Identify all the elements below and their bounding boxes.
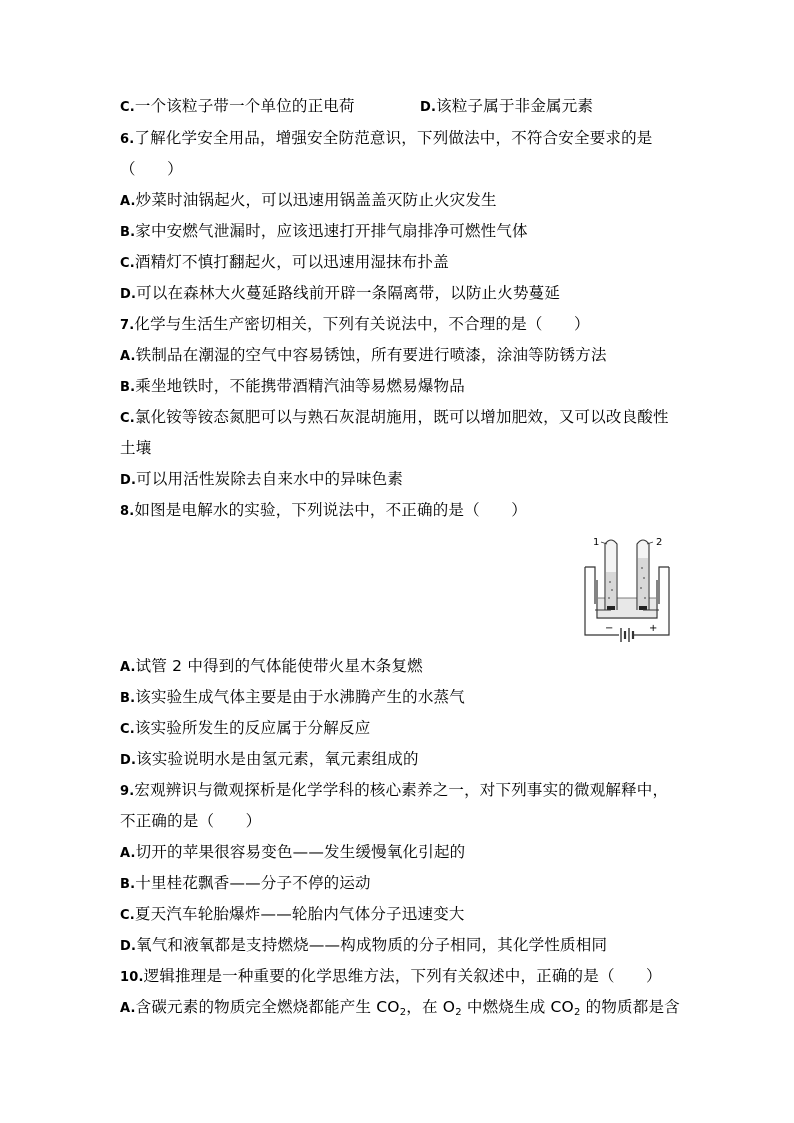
option-label: A. bbox=[120, 846, 136, 861]
option-label: C. bbox=[120, 256, 135, 271]
option-label: D. bbox=[120, 473, 137, 488]
option-label: B. bbox=[120, 225, 136, 240]
question-text: 宏观辨识与微观探析是化学学科的核心素养之一，对下列事实的微观解释中， bbox=[134, 781, 669, 799]
q9-option-d bbox=[120, 935, 607, 957]
positive-terminal-label: + bbox=[649, 623, 658, 634]
q8-option-c bbox=[120, 718, 370, 740]
q7-option-c-cont bbox=[120, 438, 151, 458]
option-text: ，在 O bbox=[406, 998, 456, 1016]
option-text: 氯化铵等铵态氮肥可以与熟石灰混胡施用，既可以增加肥效，又可以改良酸性 bbox=[134, 408, 669, 426]
option-text: 家中安燃气泄漏时，应该迅速打开排气扇排净可燃性气体 bbox=[135, 222, 528, 240]
option-text: 中燃烧生成 CO bbox=[461, 998, 574, 1016]
q8-option-a bbox=[120, 656, 423, 678]
q8-option-d bbox=[120, 749, 419, 771]
question-text: 化学与生活生产密切相关，下列有关说法中，不合理的是（ ） bbox=[134, 315, 590, 333]
option-label: B. bbox=[120, 691, 136, 706]
q7-stem bbox=[120, 314, 590, 336]
subscript: 2 bbox=[455, 1007, 462, 1018]
q6-option-c bbox=[120, 252, 449, 274]
option-text: 该实验说明水是由氢元素，氧元素组成的 bbox=[136, 750, 419, 768]
q6-option-d bbox=[120, 283, 560, 305]
q9-stem-cont bbox=[120, 811, 261, 831]
option-text: 该实验生成气体主要是由于水沸腾产生的水蒸气 bbox=[135, 688, 465, 706]
option-label: D. bbox=[120, 287, 137, 302]
option-text: 十里桂花飘香——分子不停的运动 bbox=[135, 874, 371, 892]
option-label: C. bbox=[120, 722, 135, 737]
option-text: 可以用活性炭除去自来水中的异味色素 bbox=[136, 470, 404, 488]
electrolysis-diagram bbox=[583, 532, 683, 650]
q6-stem-cont bbox=[120, 159, 183, 179]
option-text: 炒菜时油锅起火，可以迅速用锅盖盖灭防止火灾发生 bbox=[135, 191, 497, 209]
q6-option-b bbox=[120, 221, 528, 243]
option-label: C. bbox=[120, 411, 135, 426]
option-label: D. bbox=[120, 939, 137, 954]
subscript: 2 bbox=[399, 1007, 407, 1018]
q10-stem bbox=[120, 966, 662, 988]
question-text: 不正确的是（ ） bbox=[120, 812, 262, 830]
q9-option-a bbox=[120, 842, 465, 864]
option-text: 含碳元素的物质完全燃烧都能产生 CO bbox=[135, 998, 400, 1016]
option-text: 夏天汽车轮胎爆炸——轮胎内气体分子迅速变大 bbox=[134, 905, 465, 923]
option-label: A. bbox=[120, 194, 136, 209]
q6-stem bbox=[120, 128, 653, 150]
option-text: 切开的苹果很容易变色——发生缓慢氧化引起的 bbox=[135, 843, 466, 861]
q7-option-d bbox=[120, 469, 403, 491]
option-text: 该粒子属于非金属元素 bbox=[436, 97, 594, 115]
option-label: A. bbox=[120, 349, 136, 364]
q9-stem bbox=[120, 780, 668, 802]
q5-option-c bbox=[120, 96, 355, 118]
option-text: 铁制品在潮湿的空气中容易锈蚀，所有要进行喷漆，涂油等防锈方法 bbox=[135, 346, 607, 364]
option-text: 一个该粒子带一个单位的正电荷 bbox=[134, 97, 355, 115]
question-number: 8. bbox=[120, 504, 135, 519]
question-number: 6. bbox=[120, 132, 135, 147]
q9-option-b bbox=[120, 873, 371, 895]
answer-bracket: （ ） bbox=[120, 160, 183, 178]
option-text: 的物质都是含 bbox=[580, 998, 680, 1016]
option-text: 土壤 bbox=[120, 439, 152, 457]
option-label: C. bbox=[120, 908, 135, 923]
option-text: 可以在森林大火蔓延路线前开辟一条隔离带，以防止火势蔓延 bbox=[136, 284, 561, 302]
question-text: 如图是电解水的实验，下列说法中，不正确的是（ ） bbox=[134, 501, 527, 519]
q7-option-a bbox=[120, 345, 607, 367]
option-label: A. bbox=[120, 1001, 136, 1016]
option-text: 氧气和液氧都是支持燃烧——构成物质的分子相同，其化学性质相同 bbox=[136, 936, 608, 954]
q6-option-a bbox=[120, 190, 497, 212]
q7-option-c bbox=[120, 407, 669, 429]
option-text: 酒精灯不慎打翻起火，可以迅速用湿抹布扑盖 bbox=[134, 253, 449, 271]
option-label: B. bbox=[120, 877, 136, 892]
option-text: 该实验所发生的反应属于分解反应 bbox=[134, 719, 371, 737]
question-text: 逻辑推理是一种重要的化学思维方法，下列有关叙述中，正确的是（ ） bbox=[143, 967, 662, 985]
q8-stem bbox=[120, 500, 527, 522]
option-label: B. bbox=[120, 380, 136, 395]
q8-option-b bbox=[120, 687, 465, 709]
question-number: 7. bbox=[120, 318, 135, 333]
question-number: 10. bbox=[120, 970, 144, 985]
option-label: D. bbox=[420, 100, 437, 115]
option-label: C. bbox=[120, 100, 135, 115]
question-text: 了解化学安全用品，增强安全防范意识，下列做法中，不符合安全要求的是 bbox=[134, 129, 653, 147]
q10-option-a bbox=[120, 997, 680, 1023]
option-label: D. bbox=[120, 753, 137, 768]
question-number: 9. bbox=[120, 784, 135, 799]
q7-option-b bbox=[120, 376, 465, 398]
q9-option-c bbox=[120, 904, 465, 926]
subscript: 2 bbox=[573, 1007, 581, 1018]
q5-option-d bbox=[420, 96, 593, 118]
tube-2-label: 2 bbox=[656, 537, 663, 548]
negative-terminal-label: − bbox=[605, 623, 614, 634]
option-label: A. bbox=[120, 660, 136, 675]
tube-1-label: 1 bbox=[593, 537, 600, 548]
option-text: 试管 2 中得到的气体能使带火星木条复燃 bbox=[135, 657, 423, 675]
option-text: 乘坐地铁时，不能携带酒精汽油等易燃易爆物品 bbox=[135, 377, 465, 395]
